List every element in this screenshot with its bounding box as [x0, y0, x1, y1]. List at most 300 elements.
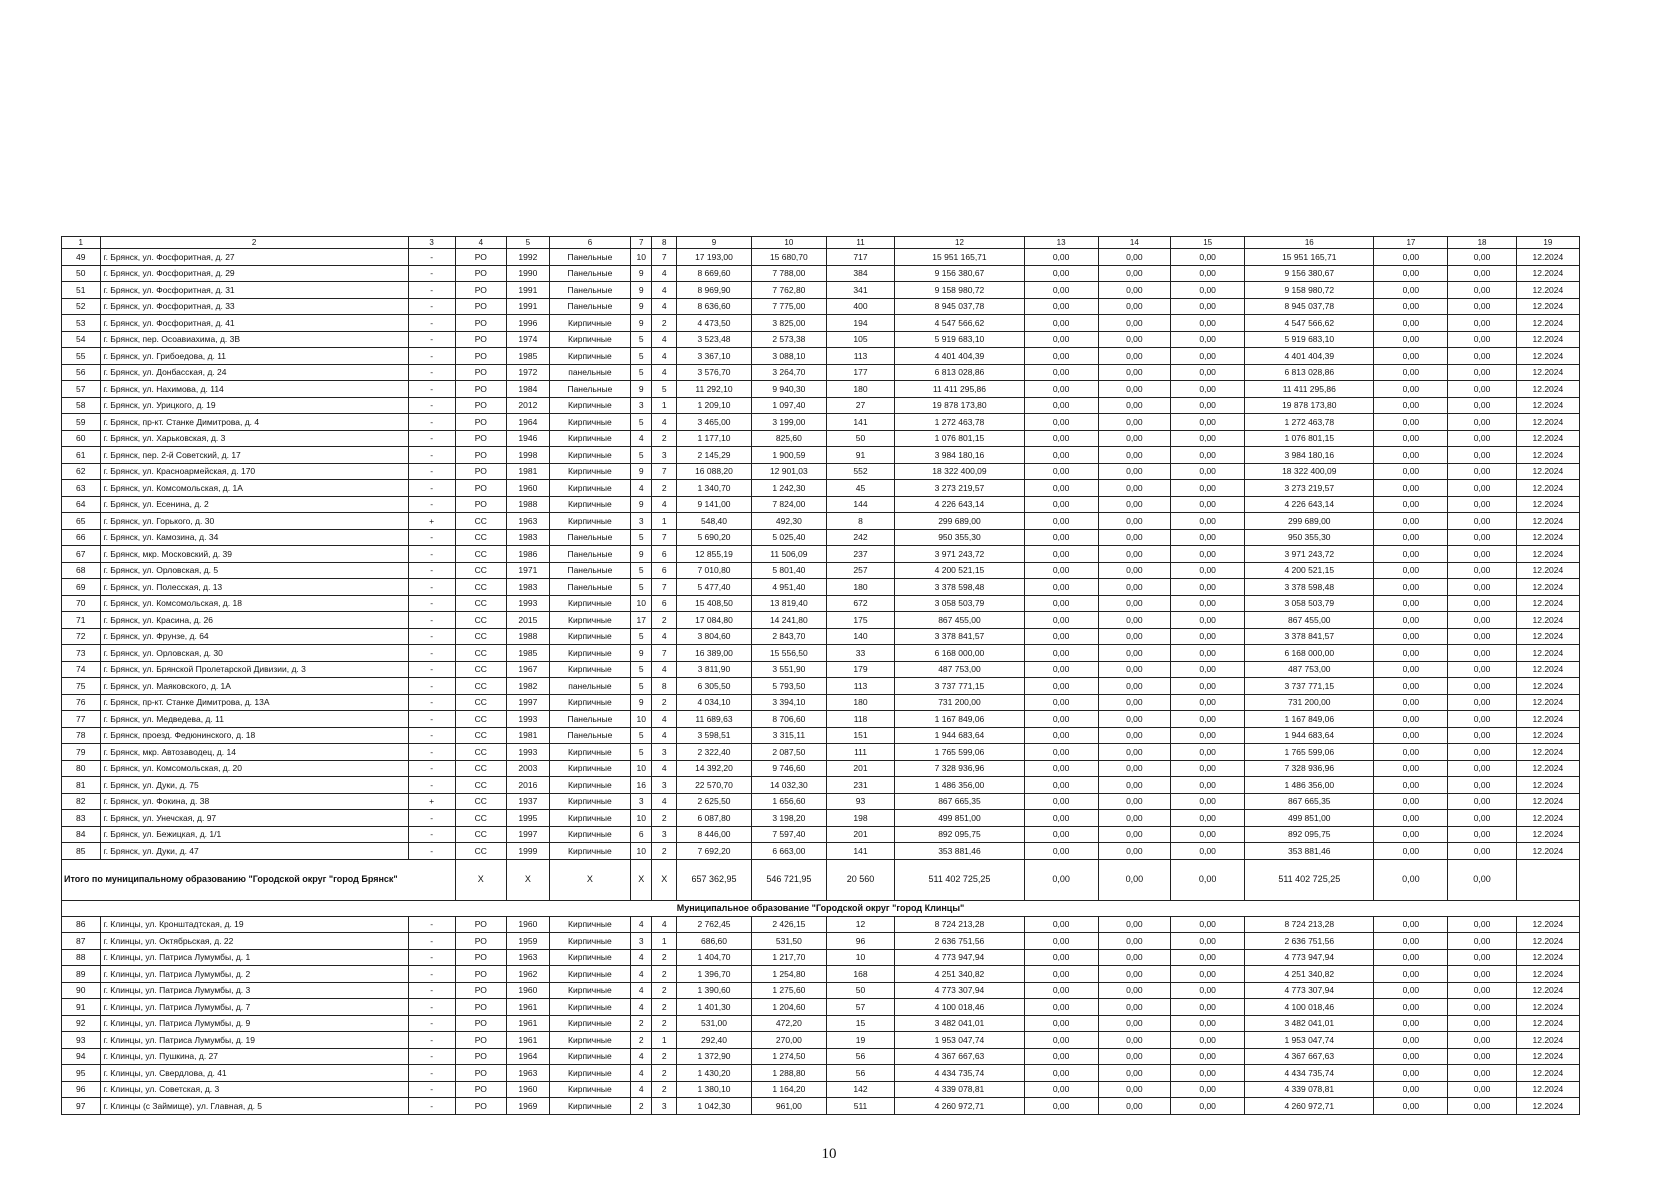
cell-local-funds: 0,00: [1171, 678, 1245, 695]
cell-wall-material: Панельные: [549, 727, 630, 744]
cell-extra-funds: 0,00: [1448, 496, 1516, 513]
cell-wall-material: Кирпичные: [549, 628, 630, 645]
cell-residents: 384: [826, 265, 894, 282]
cell-completion-date: 12.2024: [1516, 1081, 1579, 1098]
cell-total-area: 1 430,20: [677, 1065, 752, 1082]
cell-row-number: 74: [62, 661, 101, 678]
cell-floors: 5: [631, 661, 652, 678]
cell-other-funds: 0,00: [1374, 933, 1448, 950]
cell-owner-funds: 1 272 463,78: [1245, 414, 1374, 431]
cell-year-built: 1981: [506, 463, 549, 480]
cell-floors: 5: [631, 414, 652, 431]
cell-other-funds: 0,00: [1374, 430, 1448, 447]
cell-year-built: 1988: [506, 496, 549, 513]
cell-residents: 198: [826, 810, 894, 827]
cell-floors: 5: [631, 678, 652, 695]
cell-regional-funds: 0,00: [1098, 678, 1171, 695]
cell-other-funds: 0,00: [1374, 694, 1448, 711]
cell-wall-material: Кирпичные: [549, 916, 630, 933]
cell-fund-type: РО: [455, 916, 506, 933]
cell-regional-funds: 0,00: [1098, 562, 1171, 579]
cell-wall-material: Кирпичные: [549, 933, 630, 950]
cell-address: г. Клинцы, ул. Патриса Лумумбы, д. 3: [100, 982, 408, 999]
cell-wall-material: Кирпичные: [549, 447, 630, 464]
cell-total-area: 7 692,20: [677, 843, 752, 860]
cell-row-number: 88: [62, 949, 101, 966]
column-number-13: 13: [1024, 237, 1098, 249]
cell-year-built: 1959: [506, 933, 549, 950]
cell-floors: 5: [631, 331, 652, 348]
cell-floors: 10: [631, 760, 652, 777]
cell-federal-funds: 0,00: [1024, 1098, 1098, 1115]
cell-total-cost: 18 322 400,09: [895, 463, 1024, 480]
cell-living-area: 961,00: [751, 1098, 826, 1115]
cell-fund-type: СС: [455, 546, 506, 563]
cell-entrances: 2: [652, 315, 677, 332]
cell-living-area: 825,60: [751, 430, 826, 447]
cell-total-cost: 3 482 041,01: [895, 1015, 1024, 1032]
table-row: [62, 331, 1580, 348]
cell-fund-type: РО: [455, 463, 506, 480]
cell-year-built: 1983: [506, 579, 549, 596]
cell-federal-funds: 0,00: [1024, 966, 1098, 983]
cell-local-funds: 0,00: [1171, 744, 1245, 761]
cell-total-area: 16 389,00: [677, 645, 752, 662]
cell-regional-funds: 0,00: [1098, 810, 1171, 827]
cell-regional-funds: 0,00: [1098, 348, 1171, 365]
cell-living-area: 492,30: [751, 513, 826, 530]
cell-regional-funds: 0,00: [1098, 265, 1171, 282]
cell-other-funds: 0,00: [1374, 381, 1448, 398]
cell-address: г. Брянск, ул. Фосфоритная, д. 31: [100, 282, 408, 299]
cell-residents: 27: [826, 397, 894, 414]
cell-extra-funds: 0,00: [1448, 1015, 1516, 1032]
table-row: [62, 249, 1580, 266]
cell-owner-funds: 1 944 683,64: [1245, 727, 1374, 744]
cell-floors: 9: [631, 315, 652, 332]
cell-extra-funds: 0,00: [1448, 694, 1516, 711]
cell-total-area: 531,00: [677, 1015, 752, 1032]
table-row: [62, 810, 1580, 827]
table-row: [62, 843, 1580, 860]
cell-local-funds: 0,00: [1171, 282, 1245, 299]
cell-other-funds: 0,00: [1374, 447, 1448, 464]
cell-residents: 201: [826, 826, 894, 843]
cell-completion-date: 12.2024: [1516, 447, 1579, 464]
cell-total-area: 1 372,90: [677, 1048, 752, 1065]
cell-residents: 180: [826, 694, 894, 711]
cell-address: г. Брянск, пр-кт. Станке Димитрова, д. 13А: [100, 694, 408, 711]
cell-entrances: 4: [652, 916, 677, 933]
table-row: [62, 744, 1580, 761]
table-row: [62, 348, 1580, 365]
cell-residents: 56: [826, 1065, 894, 1082]
cell-year-built: 1992: [506, 249, 549, 266]
cell-federal-funds: 0,00: [1024, 480, 1098, 497]
cell-address: г. Брянск, ул. Комсомольская, д. 18: [100, 595, 408, 612]
cell-regional-funds: 0,00: [1098, 414, 1171, 431]
cell-wall-material: панельные: [549, 678, 630, 695]
cell-flag: -: [408, 315, 455, 332]
cell-row-number: 78: [62, 727, 101, 744]
cell-residents: 180: [826, 381, 894, 398]
table-row: [62, 933, 1580, 950]
cell-other-funds: 0,00: [1374, 645, 1448, 662]
cell-living-area: 9 940,30: [751, 381, 826, 398]
cell-regional-funds: 0,00: [1098, 1032, 1171, 1049]
cell-year-built: 1981: [506, 727, 549, 744]
cell-total-cost: 6 813 028,86: [895, 364, 1024, 381]
cell-extra-funds: 0,00: [1448, 612, 1516, 629]
cell-owner-funds: 867 665,35: [1245, 793, 1374, 810]
cell-address: г. Брянск, ул. Брянской Пролетарской Дивизии, д. 3: [100, 661, 408, 678]
cell-flag: -: [408, 916, 455, 933]
cell-total-area: 11 689,63: [677, 711, 752, 728]
cell-completion-date: 12.2024: [1516, 1065, 1579, 1082]
cell-residents: 140: [826, 628, 894, 645]
cell-living-area: 11 506,09: [751, 546, 826, 563]
cell-extra-funds: 0,00: [1448, 744, 1516, 761]
table-row: [62, 315, 1580, 332]
cell-address: г. Клинцы, ул. Патриса Лумумбы, д. 19: [100, 1032, 408, 1049]
cell-row-number: 61: [62, 447, 101, 464]
cell-total-cost: 3 378 841,57: [895, 628, 1024, 645]
cell-other-funds: 0,00: [1374, 463, 1448, 480]
cell-owner-funds: 3 482 041,01: [1245, 1015, 1374, 1032]
column-number-8: 8: [652, 237, 677, 249]
cell-federal-funds: 0,00: [1024, 1015, 1098, 1032]
cell-row-number: 64: [62, 496, 101, 513]
cell-residents: 111: [826, 744, 894, 761]
cell-completion-date: 12.2024: [1516, 315, 1579, 332]
table-row: [62, 612, 1580, 629]
cell-address: г. Брянск, ул. Красина, д. 26: [100, 612, 408, 629]
cell-entrances: 6: [652, 595, 677, 612]
cell-regional-funds: 0,00: [1098, 546, 1171, 563]
cell-entrances: 7: [652, 249, 677, 266]
total-cell-residents: 20 560: [826, 859, 894, 900]
cell-extra-funds: 0,00: [1448, 826, 1516, 843]
cell-federal-funds: 0,00: [1024, 982, 1098, 999]
cell-year-built: 1991: [506, 298, 549, 315]
cell-extra-funds: 0,00: [1448, 249, 1516, 266]
cell-row-number: 49: [62, 249, 101, 266]
cell-extra-funds: 0,00: [1448, 381, 1516, 398]
cell-flag: -: [408, 1032, 455, 1049]
cell-total-area: 17 084,80: [677, 612, 752, 629]
cell-extra-funds: 0,00: [1448, 810, 1516, 827]
cell-living-area: 1 254,80: [751, 966, 826, 983]
total-cell-completion-date: [1516, 859, 1579, 900]
cell-other-funds: 0,00: [1374, 727, 1448, 744]
table-row: [62, 265, 1580, 282]
cell-residents: 175: [826, 612, 894, 629]
cell-total-cost: 3 378 598,48: [895, 579, 1024, 596]
cell-local-funds: 0,00: [1171, 480, 1245, 497]
cell-living-area: 1 164,20: [751, 1081, 826, 1098]
cell-residents: 151: [826, 727, 894, 744]
cell-flag: -: [408, 414, 455, 431]
cell-address: г. Брянск, ул. Медведева, д. 11: [100, 711, 408, 728]
cell-owner-funds: 731 200,00: [1245, 694, 1374, 711]
cell-other-funds: 0,00: [1374, 916, 1448, 933]
cell-flag: -: [408, 999, 455, 1016]
cell-other-funds: 0,00: [1374, 562, 1448, 579]
cell-year-built: 1960: [506, 1081, 549, 1098]
cell-entrances: 4: [652, 298, 677, 315]
cell-entrances: 2: [652, 430, 677, 447]
cell-extra-funds: 0,00: [1448, 628, 1516, 645]
total-cell-extra-funds: 0,00: [1448, 859, 1516, 900]
cell-total-cost: 1 953 047,74: [895, 1032, 1024, 1049]
cell-address: г. Клинцы, ул. Пушкина, д. 27: [100, 1048, 408, 1065]
cell-address: г. Брянск, ул. Фосфоритная, д. 27: [100, 249, 408, 266]
cell-completion-date: 12.2024: [1516, 513, 1579, 530]
cell-flag: +: [408, 513, 455, 530]
cell-address: г. Брянск, мкр. Автозаводец, д. 14: [100, 744, 408, 761]
cell-total-cost: 950 355,30: [895, 529, 1024, 546]
cell-row-number: 56: [62, 364, 101, 381]
cell-owner-funds: 15 951 165,71: [1245, 249, 1374, 266]
cell-federal-funds: 0,00: [1024, 1065, 1098, 1082]
cell-owner-funds: 867 455,00: [1245, 612, 1374, 629]
cell-wall-material: Кирпичные: [549, 966, 630, 983]
cell-total-area: 2 625,50: [677, 793, 752, 810]
cell-regional-funds: 0,00: [1098, 496, 1171, 513]
column-number-14: 14: [1098, 237, 1171, 249]
cell-year-built: 1990: [506, 265, 549, 282]
cell-address: г. Брянск, ул. Унечская, д. 97: [100, 810, 408, 827]
cell-federal-funds: 0,00: [1024, 496, 1098, 513]
cell-total-cost: 3 273 219,57: [895, 480, 1024, 497]
cell-owner-funds: 353 881,46: [1245, 843, 1374, 860]
cell-fund-type: СС: [455, 711, 506, 728]
cell-federal-funds: 0,00: [1024, 727, 1098, 744]
cell-other-funds: 0,00: [1374, 513, 1448, 530]
cell-living-area: 531,50: [751, 933, 826, 950]
cell-flag: -: [408, 966, 455, 983]
cell-entrances: 4: [652, 760, 677, 777]
cell-owner-funds: 7 328 936,96: [1245, 760, 1374, 777]
cell-total-area: 14 392,20: [677, 760, 752, 777]
cell-completion-date: 12.2024: [1516, 999, 1579, 1016]
cell-living-area: 5 025,40: [751, 529, 826, 546]
column-number-6: 6: [549, 237, 630, 249]
cell-wall-material: панельные: [549, 364, 630, 381]
cell-total-area: 2 322,40: [677, 744, 752, 761]
cell-completion-date: 12.2024: [1516, 463, 1579, 480]
cell-regional-funds: 0,00: [1098, 315, 1171, 332]
cell-floors: 9: [631, 381, 652, 398]
cell-flag: -: [408, 282, 455, 299]
cell-other-funds: 0,00: [1374, 982, 1448, 999]
cell-local-funds: 0,00: [1171, 826, 1245, 843]
cell-regional-funds: 0,00: [1098, 595, 1171, 612]
cell-regional-funds: 0,00: [1098, 1081, 1171, 1098]
table-row: [62, 661, 1580, 678]
total-cell-wall-material: X: [549, 859, 630, 900]
cell-row-number: 95: [62, 1065, 101, 1082]
cell-floors: 3: [631, 933, 652, 950]
cell-address: г. Брянск, ул. Орловская, д. 30: [100, 645, 408, 662]
cell-row-number: 92: [62, 1015, 101, 1032]
cell-row-number: 77: [62, 711, 101, 728]
cell-entrances: 4: [652, 661, 677, 678]
cell-flag: -: [408, 595, 455, 612]
cell-fund-type: СС: [455, 562, 506, 579]
cell-total-cost: 867 455,00: [895, 612, 1024, 629]
cell-address: г. Брянск, ул. Камозина, д. 34: [100, 529, 408, 546]
cell-completion-date: 12.2024: [1516, 949, 1579, 966]
cell-federal-funds: 0,00: [1024, 694, 1098, 711]
cell-flag: -: [408, 982, 455, 999]
cell-flag: -: [408, 331, 455, 348]
cell-entrances: 4: [652, 265, 677, 282]
cell-extra-funds: 0,00: [1448, 529, 1516, 546]
total-label: Итого по муниципальному образованию "Городской округ "город Брянск": [62, 859, 456, 900]
cell-floors: 6: [631, 826, 652, 843]
cell-other-funds: 0,00: [1374, 949, 1448, 966]
cell-total-area: 12 855,19: [677, 546, 752, 563]
cell-living-area: 15 556,50: [751, 645, 826, 662]
cell-address: г. Брянск, ул. Дуки, д. 47: [100, 843, 408, 860]
cell-residents: 105: [826, 331, 894, 348]
table-row: [62, 694, 1580, 711]
cell-row-number: 70: [62, 595, 101, 612]
cell-living-area: 8 706,60: [751, 711, 826, 728]
cell-floors: 9: [631, 694, 652, 711]
cell-residents: 15: [826, 1015, 894, 1032]
cell-wall-material: Кирпичные: [549, 793, 630, 810]
cell-owner-funds: 6 813 028,86: [1245, 364, 1374, 381]
cell-year-built: 1999: [506, 843, 549, 860]
column-number-12: 12: [895, 237, 1024, 249]
cell-completion-date: 12.2024: [1516, 777, 1579, 794]
cell-living-area: 1 217,70: [751, 949, 826, 966]
cell-total-area: 22 570,70: [677, 777, 752, 794]
cell-floors: 4: [631, 982, 652, 999]
cell-year-built: 1960: [506, 916, 549, 933]
cell-living-area: 3 199,00: [751, 414, 826, 431]
cell-completion-date: 12.2024: [1516, 331, 1579, 348]
column-number-7: 7: [631, 237, 652, 249]
cell-floors: 5: [631, 628, 652, 645]
cell-local-funds: 0,00: [1171, 315, 1245, 332]
cell-total-cost: 4 773 947,94: [895, 949, 1024, 966]
cell-living-area: 1 097,40: [751, 397, 826, 414]
cell-other-funds: 0,00: [1374, 529, 1448, 546]
table-row: [62, 298, 1580, 315]
cell-extra-funds: 0,00: [1448, 315, 1516, 332]
cell-other-funds: 0,00: [1374, 843, 1448, 860]
cell-extra-funds: 0,00: [1448, 331, 1516, 348]
cell-year-built: 1967: [506, 661, 549, 678]
cell-extra-funds: 0,00: [1448, 397, 1516, 414]
table-row: [62, 579, 1580, 596]
cell-federal-funds: 0,00: [1024, 916, 1098, 933]
cell-other-funds: 0,00: [1374, 265, 1448, 282]
cell-completion-date: 12.2024: [1516, 579, 1579, 596]
cell-entrances: 3: [652, 447, 677, 464]
cell-total-cost: 3 984 180,16: [895, 447, 1024, 464]
cell-owner-funds: 3 984 180,16: [1245, 447, 1374, 464]
cell-owner-funds: 4 773 947,94: [1245, 949, 1374, 966]
cell-year-built: 1997: [506, 826, 549, 843]
cell-regional-funds: 0,00: [1098, 447, 1171, 464]
cell-total-area: 6 087,80: [677, 810, 752, 827]
cell-living-area: 1 288,80: [751, 1065, 826, 1082]
cell-owner-funds: 9 158 980,72: [1245, 282, 1374, 299]
cell-federal-funds: 0,00: [1024, 447, 1098, 464]
cell-flag: -: [408, 265, 455, 282]
cell-owner-funds: 8 724 213,28: [1245, 916, 1374, 933]
cell-owner-funds: 3 378 841,57: [1245, 628, 1374, 645]
cell-total-area: 3 811,90: [677, 661, 752, 678]
cell-flag: -: [408, 1065, 455, 1082]
cell-year-built: 1937: [506, 793, 549, 810]
cell-fund-type: РО: [455, 414, 506, 431]
cell-owner-funds: 1 765 599,06: [1245, 744, 1374, 761]
cell-other-funds: 0,00: [1374, 678, 1448, 695]
cell-row-number: 55: [62, 348, 101, 365]
cell-living-area: 12 901,03: [751, 463, 826, 480]
cell-local-funds: 0,00: [1171, 579, 1245, 596]
cell-federal-funds: 0,00: [1024, 678, 1098, 695]
column-number-16: 16: [1245, 237, 1374, 249]
cell-living-area: 9 746,60: [751, 760, 826, 777]
cell-address: г. Брянск, ул. Харьковская, д. 3: [100, 430, 408, 447]
cell-fund-type: РО: [455, 348, 506, 365]
column-number-4: 4: [455, 237, 506, 249]
table-row: [62, 628, 1580, 645]
table-row: [62, 595, 1580, 612]
cell-local-funds: 0,00: [1171, 562, 1245, 579]
cell-entrances: 4: [652, 727, 677, 744]
cell-total-area: 11 292,10: [677, 381, 752, 398]
cell-fund-type: РО: [455, 397, 506, 414]
cell-row-number: 93: [62, 1032, 101, 1049]
cell-local-funds: 0,00: [1171, 265, 1245, 282]
cell-local-funds: 0,00: [1171, 397, 1245, 414]
column-number-11: 11: [826, 237, 894, 249]
cell-living-area: 1 275,60: [751, 982, 826, 999]
cell-row-number: 58: [62, 397, 101, 414]
cell-wall-material: Панельные: [549, 579, 630, 596]
cell-regional-funds: 0,00: [1098, 982, 1171, 999]
cell-other-funds: 0,00: [1374, 760, 1448, 777]
cell-row-number: 94: [62, 1048, 101, 1065]
cell-flag: -: [408, 364, 455, 381]
cell-floors: 4: [631, 480, 652, 497]
cell-completion-date: 12.2024: [1516, 727, 1579, 744]
cell-regional-funds: 0,00: [1098, 933, 1171, 950]
cell-floors: 4: [631, 1081, 652, 1098]
cell-federal-funds: 0,00: [1024, 397, 1098, 414]
cell-wall-material: Панельные: [549, 282, 630, 299]
cell-wall-material: Кирпичные: [549, 1065, 630, 1082]
cell-year-built: 2003: [506, 760, 549, 777]
cell-total-cost: 9 158 980,72: [895, 282, 1024, 299]
cell-wall-material: Кирпичные: [549, 645, 630, 662]
cell-floors: 10: [631, 843, 652, 860]
cell-total-area: 1 042,30: [677, 1098, 752, 1115]
cell-total-cost: 4 251 340,82: [895, 966, 1024, 983]
cell-living-area: 3 551,90: [751, 661, 826, 678]
cell-total-area: 1 177,10: [677, 430, 752, 447]
cell-owner-funds: 4 200 521,15: [1245, 562, 1374, 579]
cell-entrances: 2: [652, 1048, 677, 1065]
cell-total-cost: 4 100 018,46: [895, 999, 1024, 1016]
